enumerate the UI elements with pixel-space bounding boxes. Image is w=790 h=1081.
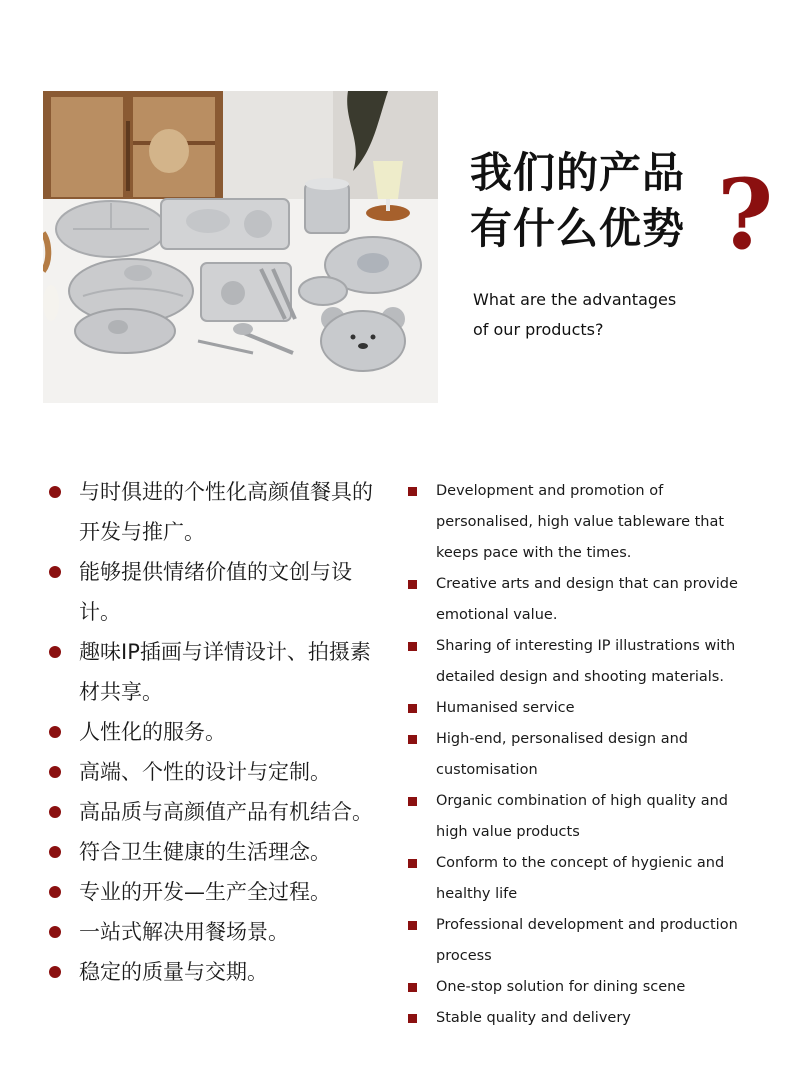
bullet-dot-icon xyxy=(49,806,61,818)
advantages-list-en xyxy=(408,476,758,1034)
subtitle-line-1: What are the advantages xyxy=(473,290,677,309)
list-item xyxy=(408,631,758,693)
bullet-square-icon xyxy=(408,859,417,868)
bullet-dot-icon xyxy=(49,566,61,578)
bullet-square-icon xyxy=(408,983,417,992)
list-item xyxy=(45,632,385,712)
list-item xyxy=(408,1003,758,1034)
bullet-dot-icon xyxy=(49,966,61,978)
list-item-text: Organic combination of high quality and high value products xyxy=(436,793,728,840)
list-item xyxy=(408,693,758,724)
list-item-text: Professional development and production process xyxy=(436,917,738,964)
bullet-dot-icon xyxy=(49,926,61,938)
list-item xyxy=(408,786,758,848)
list-item xyxy=(408,476,758,569)
list-item xyxy=(45,472,385,552)
list-item xyxy=(45,792,385,832)
list-item-text: 符合卫生健康的生活理念。 xyxy=(79,840,331,864)
list-item-text: 高品质与高颜值产品有机结合。 xyxy=(79,800,373,824)
list-item-text: 一站式解决用餐场景。 xyxy=(79,920,289,944)
list-item xyxy=(408,972,758,1003)
list-item-text: 能够提供情绪价值的文创与设计。 xyxy=(79,560,352,624)
bullet-square-icon xyxy=(408,921,417,930)
bullet-dot-icon xyxy=(49,766,61,778)
list-item-text: Sharing of interesting IP illustrations with detailed design and shooting materials. xyxy=(436,638,736,685)
bullet-dot-icon xyxy=(49,846,61,858)
list-item-text: One-stop solution for dining scene xyxy=(436,979,686,995)
list-item-text: High-end, personalised design and customisation xyxy=(436,731,689,778)
bullet-square-icon xyxy=(408,642,417,651)
headline-line-1: 我们的产品 xyxy=(470,148,686,197)
subtitle-line-2: of our products? xyxy=(473,320,604,339)
bullet-dot-icon xyxy=(49,646,61,658)
list-item xyxy=(408,724,758,786)
bullet-square-icon xyxy=(408,797,417,806)
list-item xyxy=(45,832,385,872)
headline-line-2: 有什么优势 xyxy=(470,204,686,253)
list-item-text: 与时俱进的个性化高颜值餐具的开发与推广。 xyxy=(79,480,373,544)
list-item xyxy=(45,752,385,792)
list-item xyxy=(408,569,758,631)
list-item xyxy=(45,912,385,952)
subtitle xyxy=(473,285,773,345)
list-item-text: Humanised service xyxy=(436,700,575,716)
list-item xyxy=(408,910,758,972)
product-photo xyxy=(43,91,438,403)
list-item-text: 稳定的质量与交期。 xyxy=(79,960,268,984)
list-item-text: Development and promotion of personalised, high value tableware that keeps pace with the times. xyxy=(436,483,725,561)
question-mark: ? xyxy=(717,158,774,271)
list-item-text: Stable quality and delivery xyxy=(436,1010,631,1026)
list-item xyxy=(45,872,385,912)
bullet-dot-icon xyxy=(49,486,61,498)
bullet-square-icon xyxy=(408,735,417,744)
list-item xyxy=(45,552,385,632)
advantages-list-cn xyxy=(45,472,385,992)
list-item-text: 趣味IP插画与详情设计、拍摄素材共享。 xyxy=(79,640,371,704)
bullet-square-icon xyxy=(408,487,417,496)
bullet-dot-icon xyxy=(49,726,61,738)
bullet-square-icon xyxy=(408,704,417,713)
list-item-text: 专业的开发—生产全过程。 xyxy=(79,880,331,904)
bullet-dot-icon xyxy=(49,886,61,898)
tableware-photo-illustration xyxy=(43,91,438,403)
list-item-text: Creative arts and design that can provide emotional value. xyxy=(436,576,738,623)
list-item-text: Conform to the concept of hygienic and healthy life xyxy=(436,855,725,902)
list-item xyxy=(45,712,385,752)
list-item xyxy=(45,952,385,992)
bullet-square-icon xyxy=(408,1014,417,1023)
list-item-text: 人性化的服务。 xyxy=(79,720,226,744)
list-item xyxy=(408,848,758,910)
bullet-square-icon xyxy=(408,580,417,589)
list-item-text: 高端、个性的设计与定制。 xyxy=(79,760,331,784)
